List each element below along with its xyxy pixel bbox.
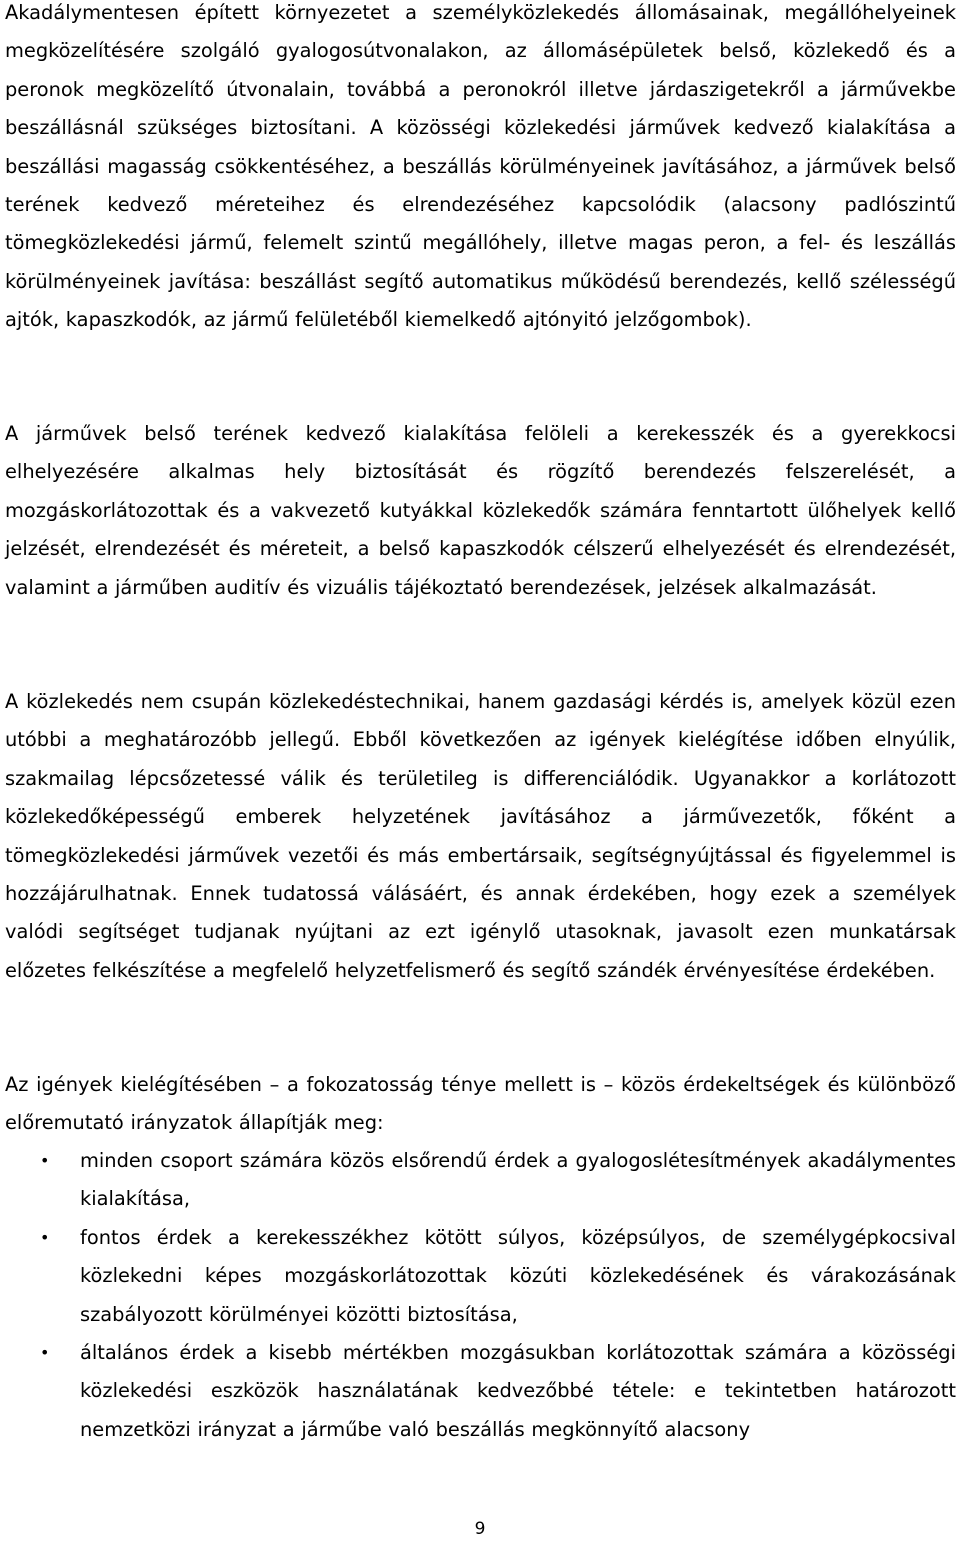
list-item-text: fontos érdek a kerekesszékhez kötött súlyos, középsúlyos, de személygépkocsival közlekedni képes mozgáskorlátozottak közúti közlekedésének és várakozásának szabályozott körülményei közötti biztosítása, <box>80 1225 956 1326</box>
bullet-list <box>5 1142 956 1449</box>
paragraph-2: A járművek belső terének kedvező kialakítása felöleli a kerekesszék és a gyerekkocsi elhelyezésére alkalmas hely biztosítását és rögzítő berendezés felszerelését, a mozgáskorlátozottak és a vakvezető kutyákkal közlekedők számára fenntartott ülőhelyek kellő jelzését, elrendezését és méreteit, a belső kapaszkodók célszerű elhelyezését és elrendezését, valamint a járműben auditív és vizuális tájékoztató berendezések, jelzések alkalmazását. <box>5 422 956 599</box>
bullet-icon: • <box>40 1151 50 1170</box>
page-number: 9 <box>474 1519 486 1539</box>
bullet-icon: • <box>40 1227 50 1247</box>
list-item <box>5 1219 956 1334</box>
list-item-text: minden csoport számára közös elsőrendű érdek a gyalogoslétesítmények akadálymentes kialakítása, <box>80 1149 956 1211</box>
bullet-icon: • <box>40 1343 50 1363</box>
paragraph-4: Az igények kielégítésében – a fokozatosság ténye mellett is – közös érdekeltségek és különböző előremutató irányzatok állapítják meg: <box>5 1073 956 1135</box>
paragraph-1: Akadálymentesen épített környezetet a személyközlekedés állomásainak, megállóhelyeinek megközelítésére szolgáló gyalogosútvonalakon, az állomásépületek belső, közlekedő és a peronok megközelítő útvonalain, továbbá a peronokról illetve járdaszigetekről a járművekbe beszállásnál szükséges biztosítani. A közösségi közlekedési járművek kedvező kialakítása a beszállási magasság csökkentéséhez, a beszállás körülményeinek javításához, a járművek belső terének kedvező méreteihez és elrendezéséhez kapcsolódik (alacsony padlószintű tömegközlekedési jármű, felemelt szintű megállóhely, illetve magas peron, a fel- és leszállás körülményeinek javítása: beszállást segítő automatikus működésű berendezés, kellő szélességű ajtók, kapaszkodók, az jármű felületéből kiemelkedő ajtónyitó jelzőgombok). <box>5 1 956 332</box>
list-item-text: általános érdek a kisebb mértékben mozgásukban korlátozottak számára a közösségi közlekedési eszközök használatának kedvezőbbé tétele: e tekintetben határozott nemzetközi irányzat a járműbe való beszállás megkönnyítő alacsony <box>80 1341 956 1441</box>
list-item <box>5 1142 956 1219</box>
list-item <box>5 1334 956 1449</box>
paragraph-3: A közlekedés nem csupán közlekedéstechnikai, hanem gazdasági kérdés is, amelyek közül ezen utóbbi a meghatározóbb jellegű. Ebből következően az igények kielégítése időben elnyúlik, szakmailag lépcsőzetessé válik és területileg is differenciálódik. Ugyanakkor a korlátozott közlekedőképességű emberek helyzetének javításához a járművezetők, főként a tömegközlekedési járművek vezetői és más embertársaik, segítségnyújtással és figyelemmel is hozzájárulhatnak. Ennek tudatossá válásáért, és annak érdekében, hogy ezek a személyek valódi segítséget tudjanak nyújtani az ezt igénylő utasoknak, javasolt ezen munkatársak előzetes felkészítése a megfelelő helyzetfelismerő és segítő szándék érvényesítése érdekében. <box>5 690 956 982</box>
